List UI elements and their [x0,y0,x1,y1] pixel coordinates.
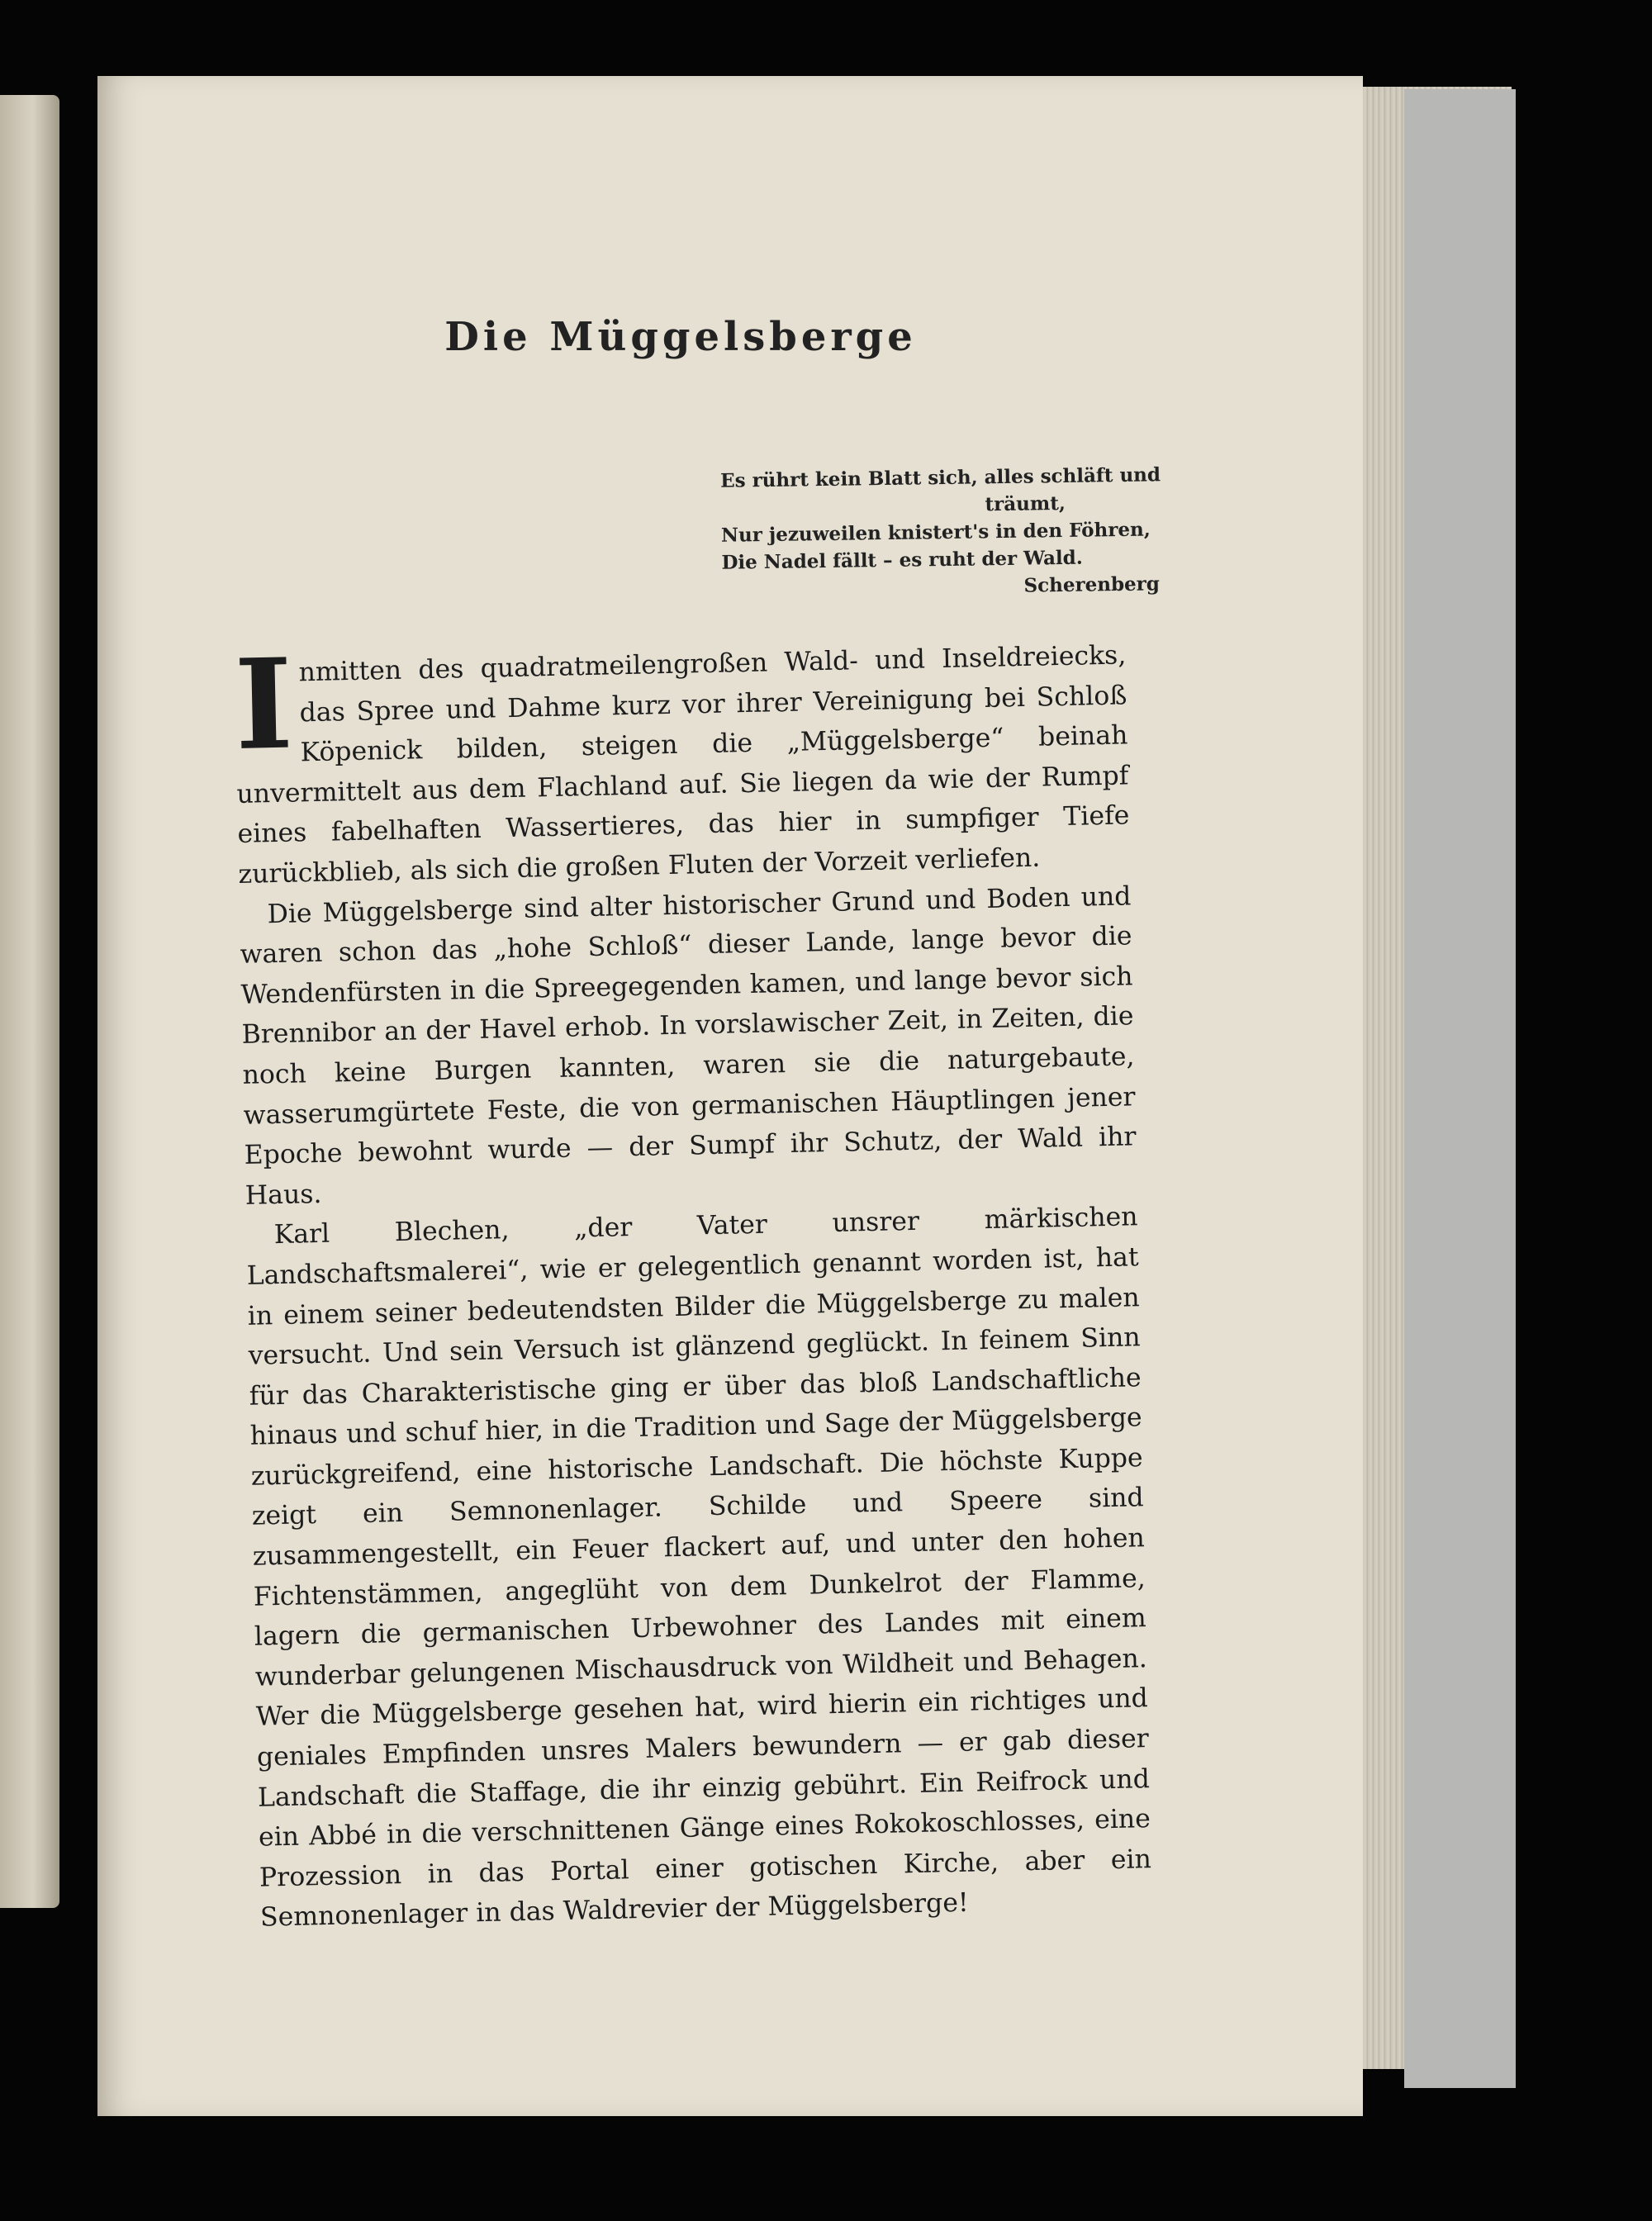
paragraph: Karl Blechen, „der Vater unsrer märkischen Landschaftsmalerei“, wie er gelegentlich genannt worden ist, hat in einem seiner bedeutendsten Bilder die Müggelsberge zu malen versucht. Und sein Versuch ist glänzend geglückt. In feinem Sinn für das Charakteristische ging er über das bloß Landschaftliche hinaus und schuf hier, in die Tradition und Sage der Müggelsberge zurückgreifend, eine historische Landschaft. Die höchste Kuppe zeigt ein Semnonenlager. Schilde und Speere sind zusammengestellt, ein Feuer flackert auf, und unter den hohen Fichtenstämmen, angeglüht von dem Dunkelrot der Flamme, lagern die germanischen Urbewohner des Landes mit einem wunderbar gelungenen Mischausdruck von Wildheit und Behagen. Wer die Müggelsberge gesehen hat, wird hierin ein richtiges und geniales Empfinden unsres Malers bewundern — er gab dieser Landschaft die Staffage, die ihr einzig gebührt. Ein Reifrock und ein Abbé in die verschnittenen Gänge eines Rokokoschlosses, eine Prozession in das Portal einer gotischen Kirche, aber ein Semnonenlager in das Waldrevier der Müggelsberge! [246,1202,1152,1934]
paragraph: Die Müggelsberge sind alter historischer Grund und Boden und waren schon das „hohe Schloß“ dieser Lande, lange bevor die Wendenfürsten in die Spreegegenden kamen, und lange bevor sich Brennibor an der Havel erhob. In vorslawischer Zeit, in Zeiten, die noch keine Burgen kannten, waren sie die naturgebaute, wasserumgürtete Feste, die von germanischen Häuptlingen jener Epoche bewohnt wurde — der Sumpf ihr Schutz, der Wald ihr Haus. [240,880,1137,1211]
book-cover-edge [1404,89,1516,2088]
paragraph-text: nmitten des quadratmeilengroßen Wald- und Inseldreiecks, das Spree und Dahme kurz vor ihrer Vereinigung bei Schloß Köpenick bilden, steigen die „Müggelsberge“ beinah unvermittelt aus dem Flachland auf. Sie liegen da wie der Rumpf eines fabelhaften Wassertieres, das hier in sumpfiger Tiefe zurückblieb, als sich die großen Fluten der Vorzeit verliefen. [236,640,1130,890]
epigraph-line: Es rührt kein Blatt sich, alles schläft und [719,463,1161,492]
chapter-title: Die Müggelsberge [444,314,917,360]
epigraph [720,461,1168,604]
epigraph-line: träumt, [985,491,1066,516]
epigraph-author: Scherenberg [1023,572,1161,597]
body-text [233,631,1152,1938]
previous-page-edge [0,95,59,1908]
book-page [97,76,1363,2116]
epigraph-line: Die Nadel fällt – es ruht der Wald. [721,546,1083,574]
paragraph [233,631,1131,895]
epigraph-line: Nur jezuweilen knistert's in den Föhren, [720,518,1151,547]
drop-cap: I [233,631,295,778]
